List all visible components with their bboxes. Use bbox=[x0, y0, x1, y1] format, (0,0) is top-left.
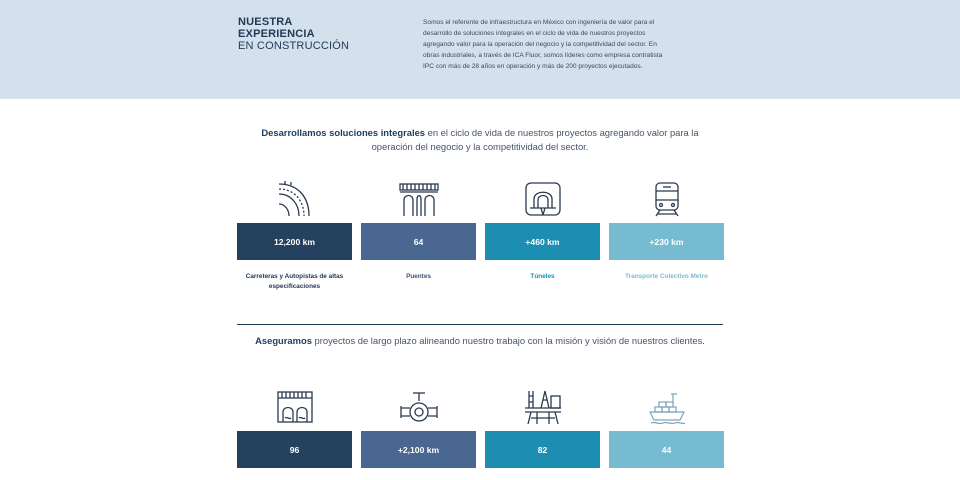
pipeline-valve-icon bbox=[399, 388, 439, 426]
stat-value: 96 bbox=[237, 431, 352, 468]
hero-title-line2: EXPERIENCIA bbox=[238, 28, 315, 40]
tunnel-icon bbox=[523, 180, 563, 218]
stat-label: Carreteras y Autopistas de altas especificaciones bbox=[245, 273, 344, 290]
highway-icon bbox=[275, 180, 315, 218]
dam-icon bbox=[275, 388, 315, 426]
section2-stats bbox=[237, 384, 723, 480]
section1-intro bbox=[240, 126, 720, 154]
stat-value: 44 bbox=[609, 431, 724, 468]
hero-title-line3: EN CONSTRUCCIÓN bbox=[238, 40, 350, 52]
hero-title bbox=[238, 16, 349, 52]
stat-label: Transporte Colectivo Metro bbox=[625, 273, 708, 280]
stat-value: +2,100 km bbox=[361, 431, 476, 468]
stat-value: 82 bbox=[485, 431, 600, 468]
hero-paragraph: Somos el referente de infraestructura en México con ingeniería de valor para el desarrollo de soluciones integrales en el ciclo de vida de nuestros proyectos agregando valor para la operación del negocio y la competitividad del sector. En obras industriales, a través de ICA Fluor, somos líderes como empresa contratista IPC con más de 28 años en operación y más de 200 proyectos ejecutados. bbox=[423, 19, 663, 70]
bridge-icon bbox=[391, 180, 447, 218]
stat-label: Puentes bbox=[406, 273, 431, 280]
section-divider bbox=[237, 324, 723, 325]
stat-value: +230 km bbox=[609, 223, 724, 260]
hero-banner bbox=[0, 0, 960, 99]
metro-train-icon bbox=[647, 180, 687, 218]
stat-value: 64 bbox=[361, 223, 476, 260]
section2-intro bbox=[240, 334, 720, 348]
section1-intro-rest: en el ciclo de vida de nuestros proyectos agregando valor para la operación del negocio y la competitividad del sector. bbox=[371, 127, 699, 152]
stat-label: Túneles bbox=[530, 273, 555, 280]
cargo-ship-icon bbox=[647, 388, 687, 426]
hero-title-line1: NUESTRA bbox=[238, 16, 293, 28]
stat-value: +460 km bbox=[485, 223, 600, 260]
section2-intro-bold: Aseguramos bbox=[255, 335, 312, 346]
oil-platform-icon bbox=[523, 388, 563, 426]
stat-value: 12,200 km bbox=[237, 223, 352, 260]
section1-intro-bold: Desarrollamos soluciones integrales bbox=[261, 127, 425, 138]
section1-stats bbox=[237, 176, 723, 296]
section2-intro-rest: proyectos de largo plazo alineando nuestro trabajo con la misión y visión de nuestros clientes. bbox=[311, 335, 705, 346]
